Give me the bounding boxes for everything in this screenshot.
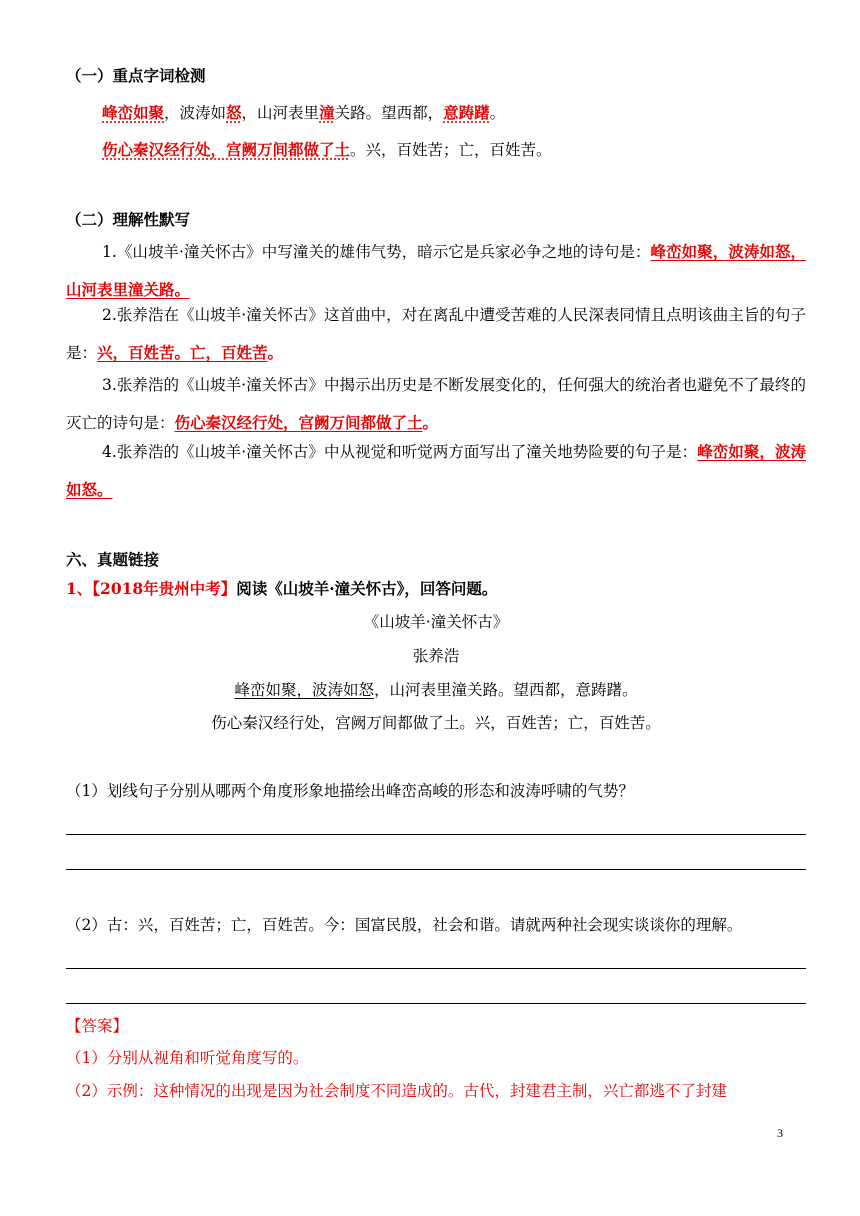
keyword-red: 怒 (226, 103, 242, 122)
plain-text: 关路。望西都， (334, 104, 444, 122)
poem-line-2: 伤心秦汉经行处，宫阙万间都做了土。兴，百姓苦；亡，百姓苦。 (211, 714, 661, 732)
answer-line (66, 968, 806, 969)
answer-2: （2）示例：这种情况的出现是因为社会制度不同造成的。古代，封建君主制，兴亡都逃不了封建 (66, 1082, 727, 1100)
question-answer-tail: 。 (267, 343, 284, 362)
recitation-question-3 (66, 367, 806, 442)
poem-title: 《山坡羊·潼关怀古》 (363, 613, 509, 631)
recitation-question-2 (66, 297, 806, 372)
keyword-red: 峰峦如聚 (102, 103, 165, 122)
answer-label: 【答案】 (66, 1017, 129, 1035)
answer-line (66, 834, 806, 835)
plain-text: 。兴，百姓苦；亡，百姓苦。 (350, 141, 552, 159)
question-text: 3.张养浩的《山坡羊·潼关怀古》中揭示出历史是不断发展变化的，任何强大的统治者也避免不了最终的灭亡的诗句是： (66, 376, 806, 432)
question-text: 4.张养浩的《山坡羊·潼关怀古》中从视觉和听觉两方面写出了潼关地势险要的句子是： (102, 443, 698, 461)
keyword-red: 潼 (319, 103, 335, 122)
plain-text: 。 (489, 104, 506, 122)
poem-author: 张养浩 (412, 647, 460, 665)
question-answer: 峰峦如聚，波涛如怒，山河表里潼关路。 (66, 242, 806, 299)
keywords-line-1 (102, 101, 505, 123)
plain-text: ，山河表里 (241, 104, 320, 122)
page-number: 3 (777, 1126, 783, 1140)
question-answer-tail: 。 (422, 413, 439, 432)
exam-item-1 (66, 577, 497, 599)
poem-line-1 (66, 678, 806, 700)
exam-question-2: （2）古：兴，百姓苦；亡，百姓苦。今：国富民殷，社会和谐。请就两种社会现实谈谈你的理解。 (66, 916, 743, 934)
question-text: 2.张养浩在《山坡羊·潼关怀古》这首曲中，对在离乱中遭受苦难的人民深表同情且点明该曲主旨的句子是： (66, 306, 806, 362)
question-answer: 峰峦如聚，波涛如怒。 (66, 442, 806, 499)
plain-text: ，波涛如 (164, 104, 227, 122)
keyword-red: 伤心秦汉经行处，宫阙万间都做了土 (102, 140, 351, 159)
plain-text: ，山河表里潼关路。望西都，意踌躇。 (374, 681, 638, 699)
question-answer: 伤心秦汉经行处，宫阙万间都做了土 (174, 413, 423, 432)
keywords-line-2 (102, 138, 552, 160)
exam-question-1: （1）划线句子分别从哪两个角度形象地描绘出峰峦高峻的形态和波涛呼啸的气势？ (66, 782, 634, 800)
item-instruction: 阅读《山坡羊·潼关怀古》，回答问题。 (236, 579, 498, 598)
item-source: 【2018年贵州中考】 (92, 579, 237, 598)
section-heading-exam-link: 六、真题链接 (66, 550, 160, 569)
question-answer: 兴，百姓苦。亡，百姓苦 (97, 343, 268, 362)
recitation-question-4 (66, 433, 806, 509)
answer-line (66, 1003, 806, 1004)
poem-underlined-phrase: 峰峦如聚，波涛如怒 (234, 681, 374, 699)
keyword-red: 意踌躇 (443, 103, 490, 122)
answer-line (66, 869, 806, 870)
item-number: 1、 (66, 579, 93, 598)
section-heading-keywords: （一）重点字词检测 (66, 66, 206, 85)
answer-1: （1）分别从视角和听觉角度写的。 (66, 1049, 309, 1067)
question-text: 1.《山坡羊·潼关怀古》中写潼关的雄伟气势，暗示它是兵家必争之地的诗句是： (102, 243, 651, 261)
section-heading-recitation: （二）理解性默写 (66, 210, 191, 229)
